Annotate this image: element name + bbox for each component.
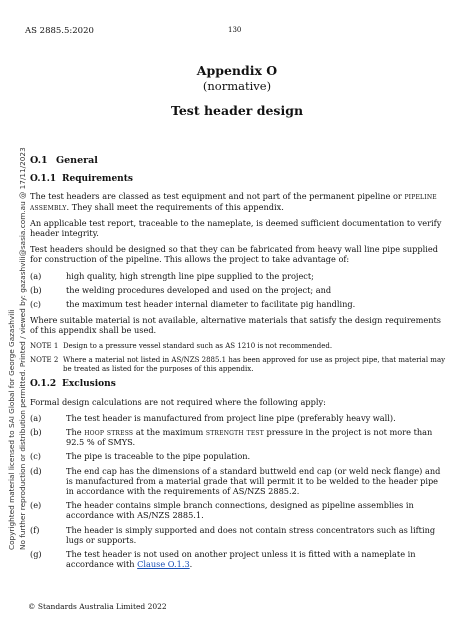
note: NOTE 1 Design to a pressure vessel standard such as AS 1210 is not recommended. (30, 341, 333, 350)
list-item: (a) The test header is manufactured from project line pipe (preferably heavy wall). (30, 412, 396, 423)
watermark-line-1: Copyrighted material licensed to SAI Global for George Gazashvili (7, 309, 16, 550)
section-number: O.1 (30, 155, 48, 166)
clause-link[interactable]: Clause O.1.3 (137, 559, 190, 570)
paragraph: The test headers are classed as test equipment and not part of the permanent pipeline or pipeline assembly. They shall meet the requirements of this appendix. (30, 191, 437, 212)
list-item: (b) the welding procedures developed and used on the project; and (30, 284, 332, 295)
list-item: (d) The end cap has the dimensions of a standard buttweld end cap (or weld neck flange) and is manufactured from a material grade that will permit it to be welded to the header pipe in accordance with the requirements of AS/NZS 2885.2. (30, 465, 441, 497)
note: NOTE 2 Where a material not listed in AS/NZS 2885.1 has been approved for use as project pipe, that material may be treated as listed for the purposes of this appendix. (30, 356, 446, 373)
subsection-number: O.1.2 (30, 379, 57, 390)
defined-term: pipeline assembly (30, 191, 437, 212)
page-number: 130 (228, 26, 242, 34)
list-item: (c) the maximum test header internal diameter to facilitate pig handling. (30, 299, 356, 310)
section-heading (30, 156, 448, 166)
appendix-type: (normative) (202, 79, 272, 93)
subsection-heading-requirements (30, 174, 448, 184)
list-item: (b) The hoop stress at the maximum strength test pressure in the project is not more than 92.5 % of SMYS. (30, 427, 433, 448)
defined-term: strength test (205, 427, 264, 438)
paragraph: Test headers should be designed so that they can be fabricated from heavy wall line pipe supplied for construction of the pipeline. This allows the project to take advantage of: (30, 244, 438, 265)
appendix-title: Appendix O (196, 63, 278, 78)
subsection-heading-exclusions (30, 379, 448, 389)
watermark-line-2: No further reproduction or distribution permitted. Printed / viewed by: gazashvili@sasia.com.au @ 17/11/2023 (18, 147, 27, 550)
section-title: General (56, 155, 98, 166)
subsection-title: Exclusions (62, 379, 116, 390)
appendix-heading: Test header design (170, 103, 304, 118)
appendix-body (30, 150, 448, 573)
paragraph: Where suitable material is not available, alternative materials that satisfy the design requirements of this appendix shall be used. (30, 315, 441, 336)
standard-id: AS 2885.5:2020 (25, 26, 94, 36)
list-item: (e) The header contains simple branch connections, designed as pipeline assemblies in accordance with AS/NZS 2885.1. (30, 500, 414, 521)
subsection-number: O.1.1 (30, 174, 57, 185)
defined-term: hoop stress (84, 427, 134, 438)
copyright-footer: © Standards Australia Limited 2022 (28, 602, 167, 611)
paragraph: An applicable test report, traceable to the nameplate, is deemed sufficient documentation to verify header integrity. (30, 217, 442, 239)
list-item: (f) The header is simply supported and does not contain stress concentrators such as lifting lugs or supports. (30, 524, 436, 545)
subsection-title: Requirements (62, 174, 133, 185)
list-item: (c) The pipe is traceable to the pipe population. (30, 451, 251, 462)
list-item: (a) high quality, high strength line pipe supplied to the project; (30, 270, 314, 281)
list-item: (g) The test header is not used on another project unless it is fitted with a nameplate in accordance with Clause O.1.3. (30, 549, 416, 570)
paragraph: Formal design calculations are not required where the following apply: (30, 396, 326, 407)
